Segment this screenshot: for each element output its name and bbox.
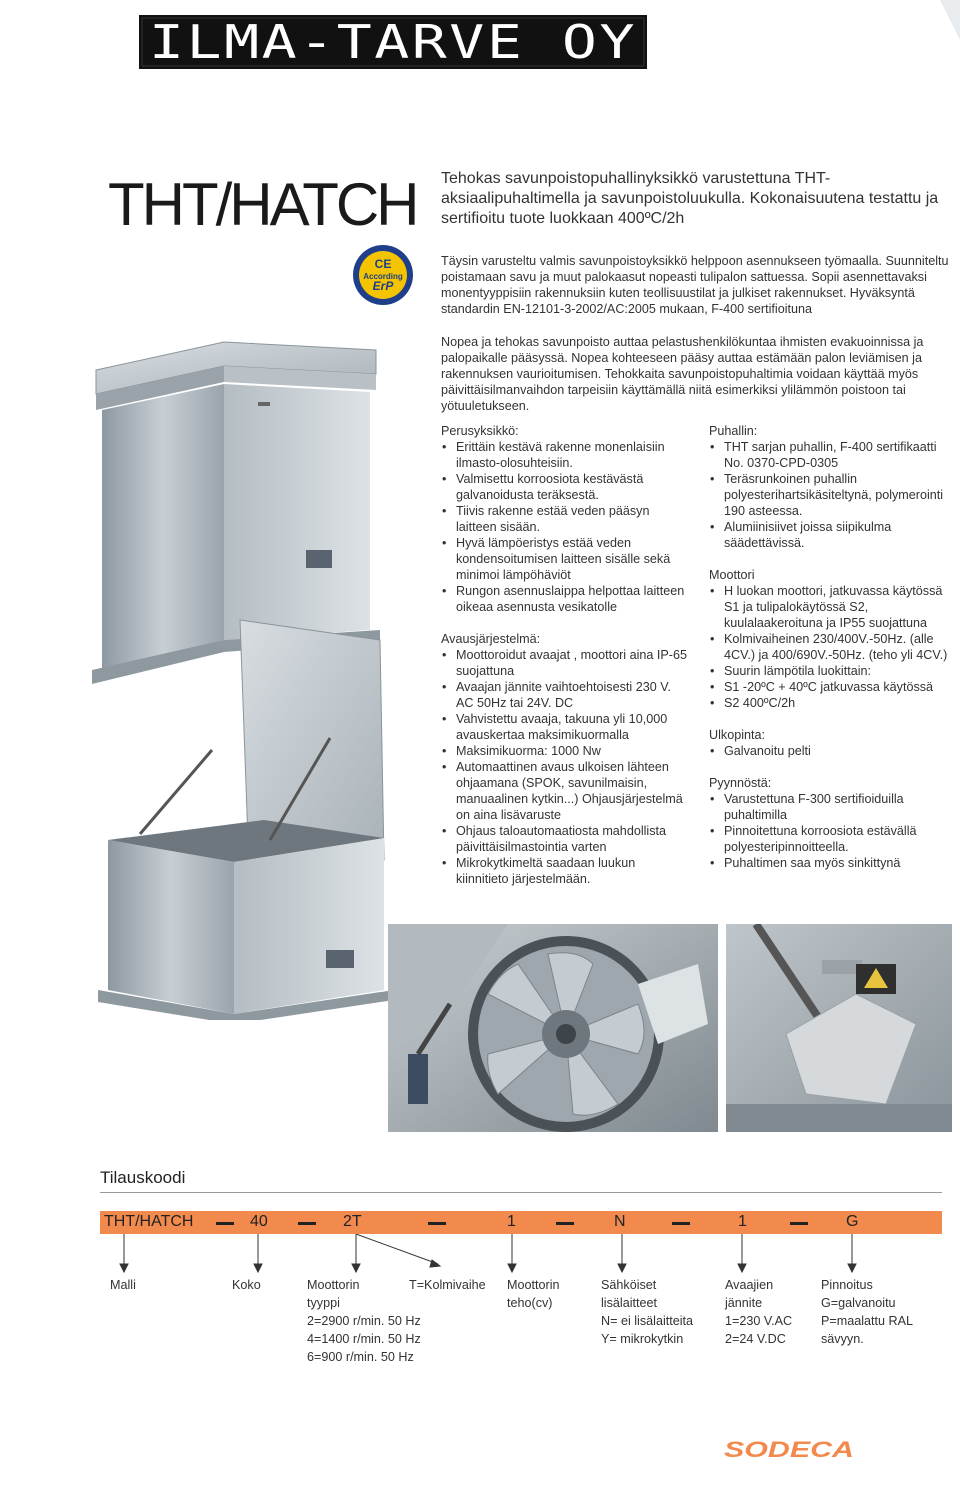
company-logo bbox=[139, 15, 647, 69]
description-paragraph-2: Nopea ja tehokas savunpoisto auttaa pelastushenkilökuntaa ihmisten evakuoinnissa ja palopaikalle pääsyssä. Nopea kohteeseen pääsy auttaa estämään palon leviämisen ja rakennuksen vaurioitumisen. Tehokkaita savunpoistopuhaltimia voidaan käyttää myös päivittäisilmanvaihdon tarpeisiin käyttämällä niitä esimerkiksi ylilämmön poistoon tai yötuuletukseen. bbox=[441, 335, 924, 413]
legend-koko: Koko bbox=[232, 1278, 261, 1292]
code-coating: G bbox=[846, 1213, 859, 1230]
legend-moottorin-tyyppi: Moottorin tyyppi 2=2900 r/min. 50 Hz 4=1400 r/min. 50 Hz 6=900 r/min. 50 Hz bbox=[307, 1278, 421, 1364]
code-voltage: 1 bbox=[738, 1213, 747, 1230]
list-item: • Vahvistettu avaaja, takuuna yli 10,000 avauskertaa maksimikuormalla bbox=[441, 711, 691, 743]
code-separator bbox=[298, 1222, 316, 1225]
legend-sahkoiset-lisalaitteet: Sähköiset lisälaitteet N= ei lisälaitteita Y= mikrokytkin bbox=[601, 1278, 694, 1346]
list-item: • Kolmivaiheinen 230/400V.-50Hz. (alle 4CV.) ja 400/690V.-50Hz. (teho yli 4CV.) bbox=[709, 631, 959, 663]
order-code-title: Tilauskoodi bbox=[100, 1168, 186, 1187]
svg-text:According: According bbox=[363, 272, 403, 281]
ce-erp-badge-icon bbox=[352, 244, 414, 306]
legend-avaajien-jannite: Avaajien jännite 1=230 V.AC 2=24 V.DC bbox=[725, 1278, 793, 1346]
list-item: • Automaattinen avaus ulkoisen lähteen ohjaamana (SPOK, savunilmaisin, manuaalinen kytkin...) Ohjausjärjestelmä on aina lisävaruste bbox=[441, 759, 691, 823]
product-image bbox=[84, 340, 430, 1020]
company-name: ILMA-TARVE OY bbox=[149, 15, 637, 69]
section-title: Avausjärjestelmä: bbox=[441, 632, 541, 646]
section-avausjarjestelma bbox=[441, 631, 691, 887]
list-item: • Rungon asennuslaippa helpottaa laitteen oikeaa asennusta vesikatolle bbox=[441, 583, 691, 615]
list-item: • Teräsrunkoinen puhallin polyesterihartsikäsiteltynä, polymerointi 190 asteessa. bbox=[709, 471, 959, 519]
sodeca-logo bbox=[722, 1437, 856, 1461]
intro-text: Tehokas savunpoistopuhallinyksikkö varustettuna THT-aksiaalipuhaltimella ja savunpoistoluukulla. Kokonaisuutena testattu ja sertifioitu tuote luokkaan 400ºC/2h bbox=[441, 170, 939, 227]
list-item: • Puhaltimen saa myös sinkittynä bbox=[709, 855, 959, 871]
list-item: • Galvanoitu pelti bbox=[709, 743, 959, 759]
code-accessories: N bbox=[614, 1213, 626, 1230]
list-item: • S2 400ºC/2h bbox=[709, 695, 959, 711]
section-title: Perusyksikkö: bbox=[441, 424, 519, 438]
list-item: • Tiivis rakenne estää veden pääsyn laitteen sisään. bbox=[441, 503, 691, 535]
list-item: • S1 -20ºC + 40ºC jatkuvassa käytössä bbox=[709, 679, 959, 695]
section-title: Ulkopinta: bbox=[709, 728, 766, 742]
corner-decoration bbox=[932, 0, 960, 40]
section-ulkopinta bbox=[709, 727, 959, 759]
legend-kolmivaihe: T=Kolmivaihe bbox=[409, 1278, 486, 1292]
list-item: • H luokan moottori, jatkuvassa käytössä S1 ja tulipalokäytössä S2, kuulalaakeroituna ja IP55 suojattuna bbox=[709, 583, 959, 631]
svg-text:ErP: ErP bbox=[372, 279, 394, 293]
list-item: • Moottoroidut avaajat , moottori aina IP-65 suojattuna bbox=[441, 647, 691, 679]
list-item: • Hyvä lämpöeristys estää veden kondensoitumisen laitteen sisälle sekä minimoi lämpöhäviöt bbox=[441, 535, 691, 583]
list-item: • Erittäin kestävä rakenne monenlaisiin ilmasto-olosuhteisiin. bbox=[441, 439, 691, 471]
code-separator bbox=[428, 1222, 446, 1225]
code-size: 40 bbox=[250, 1213, 268, 1230]
legend-pinnoitus: Pinnoitus G=galvanoitu P=maalattu RAL sävyyn. bbox=[821, 1278, 914, 1346]
left-column bbox=[441, 423, 691, 887]
section-title: Moottori bbox=[709, 568, 755, 582]
legend-moottorin-teho: Moottorin teho(cv) bbox=[507, 1278, 560, 1310]
page-title: THT/HATCH bbox=[108, 171, 417, 238]
code-separator bbox=[672, 1222, 690, 1225]
section-moottori bbox=[709, 567, 959, 711]
code-separator bbox=[216, 1222, 234, 1225]
code-separator bbox=[790, 1222, 808, 1225]
code-model: THT/HATCH bbox=[104, 1213, 194, 1230]
list-item: • Alumiinisiivet joissa siipikulma säädettävissä. bbox=[709, 519, 959, 551]
divider bbox=[100, 1192, 942, 1193]
code-separator bbox=[556, 1222, 574, 1225]
list-item: • Valmisettu korroosiota kestävästä galvanoidusta teräksestä. bbox=[441, 471, 691, 503]
svg-text:CE: CE bbox=[374, 257, 392, 271]
order-code-arrows bbox=[100, 1234, 942, 1274]
code-motor-power: 1 bbox=[507, 1213, 516, 1230]
list-item: • Varustettuna F-300 sertifioiduilla puhaltimilla bbox=[709, 791, 959, 823]
section-pyynnosta bbox=[709, 775, 959, 871]
section-title: Puhallin: bbox=[709, 424, 758, 438]
list-item: • THT sarjan puhallin, F-400 sertifikaatti No. 0370-CPD-0305 bbox=[709, 439, 959, 471]
list-item: • Ohjaus taloautomaatiosta mahdollista päivittäisilmastointia varten bbox=[441, 823, 691, 855]
list-item: • Pinnoitettuna korroosiota estävällä polyesteripinnoitteella. bbox=[709, 823, 959, 855]
actuator-photo bbox=[726, 924, 952, 1132]
section-perusyksikko bbox=[441, 423, 691, 615]
legend-malli: Malli bbox=[110, 1278, 136, 1292]
right-column bbox=[709, 423, 959, 871]
list-item: • Suurin lämpötila luokittain: bbox=[709, 663, 959, 679]
fan-photo bbox=[388, 924, 718, 1132]
section-puhallin bbox=[709, 423, 959, 551]
list-item: • Mikrokytkimeltä saadaan luukun kiinnitieto järjestelmään. bbox=[441, 855, 691, 887]
sodeca-logo-text: SODECA bbox=[724, 1437, 854, 1461]
section-title: Pyynnöstä: bbox=[709, 776, 772, 790]
list-item: • Avaajan jännite vaihtoehtoisesti 230 V. AC 50Hz tai 24V. DC bbox=[441, 679, 691, 711]
list-item: • Maksimikuorma: 1000 Nw bbox=[441, 743, 691, 759]
code-motor-type: 2T bbox=[343, 1213, 362, 1230]
description-paragraph-1: Täysin varusteltu valmis savunpoistoyksikkö helppoon asennukseen työmaalla. Suunniteltu poistamaan savu ja muut palokaasut nopeasti tulipalon sattuessa. Sopii asennettavaksi monentyyppisiin rakennuksiin kuten teollisuustilat ja julkiset rakennukset. Hyväksyntä standardin EN-12101-3-2002/AC:2005 mukaan, F-400 sertifioituna bbox=[441, 254, 949, 316]
